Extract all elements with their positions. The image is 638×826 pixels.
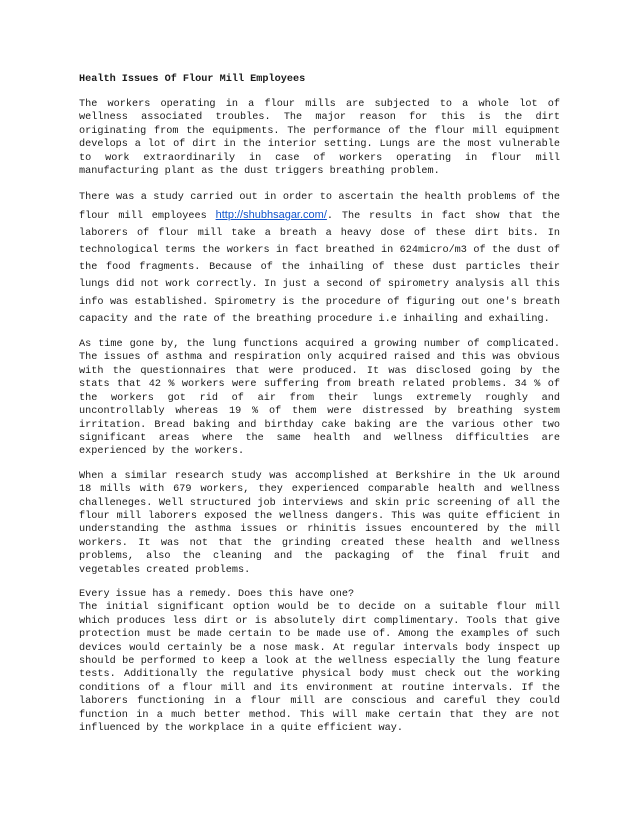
document-title: Health Issues Of Flour Mill Employees [79,74,306,85]
shubhsagar-link[interactable]: http://shubhsagar.com/ [215,208,327,221]
paragraph-lung-functions: As time gone by, the lung functions acquired a growing number of complicated. The issues of asthma and respiration only acquired raised and this was obvious with the questionnaires that were produced. It was disclosed going by the stats that 42 % workers were suffering from breath related problems. 34 % of the workers got rid of air from their lungs extremely roughly and uncontrollably whereas 19 % of them were distressed by breathing system irritation. Bread baking and birthday cake baking are the various other two significant areas where the same health and wellness difficulties are experienced by the workers. [79,339,560,458]
paragraph-remedy-question: Every issue has a remedy. Does this have one? [79,588,355,600]
paragraph-study [79,189,560,328]
paragraph-intro: The workers operating in a flour mills are subjected to a whole lot of wellness associated troubles. The major reason for this is the dirt originating from the equipments. The performance of the flour mill equipment develops a lot of dirt in the interior setting. Lungs are the most vulnerable to work extraordinarily in case of workers operating in flour mill manufacturing plant as the dust triggers breathing problem. [79,99,560,178]
paragraph-remedy: The initial significant option would be to decide on a suitable flour mill which produces less dirt or is absolutely dirt complimentary. Tools that give protection must be made certain to be made use of. Among the examples of such devices would certainly be a nose mask. At regular intervals body inspect up should be performed to keep a look at the wellness especially the lung feature tests. Additionally the regulative physical body must check out the working conditions of a flour mill and its environment at routine intervals. If the laborers functioning in a flour mill are conscious and careful they could function in a much better method. This will make certain that they are not influenced by the workplace in a quite efficient way. [79,602,560,735]
paragraph-berkshire-study: When a similar research study was accomplished at Berkshire in the Uk around 18 mills with 679 workers, they experienced comparable health and wellness challeneges. Well structured job interviews and skin pric screening of all the flour mill laborers exposed the wellness dangers. This was quite efficient in understanding the asthma issues or rhinitis issues encountered by the mill workers. It was not that the grinding created these health and wellness problems, also the cleaning and the packaging of the final fruit and vegetables created problems. [79,470,560,576]
paragraph-study-text-start: There was a study carried out in order to ascertain the health problems of the flour mill employees [79,192,560,222]
paragraph-study-text-end: . The results in fact show that the laborers of flour mill take a breath a heavy dose of these dirt bits. In technological terms the workers in fact breathed in 624micro/m3 of the dust of the food fragments. Because of the inhailing of these dust particles their lungs did not work correctly. In just a second of spirometry analysis all this info was established. Spirometry is the procedure of figuring out one's breath capacity and the rate of the breathing procedure i.e inhailing and exhailing. [79,210,560,325]
